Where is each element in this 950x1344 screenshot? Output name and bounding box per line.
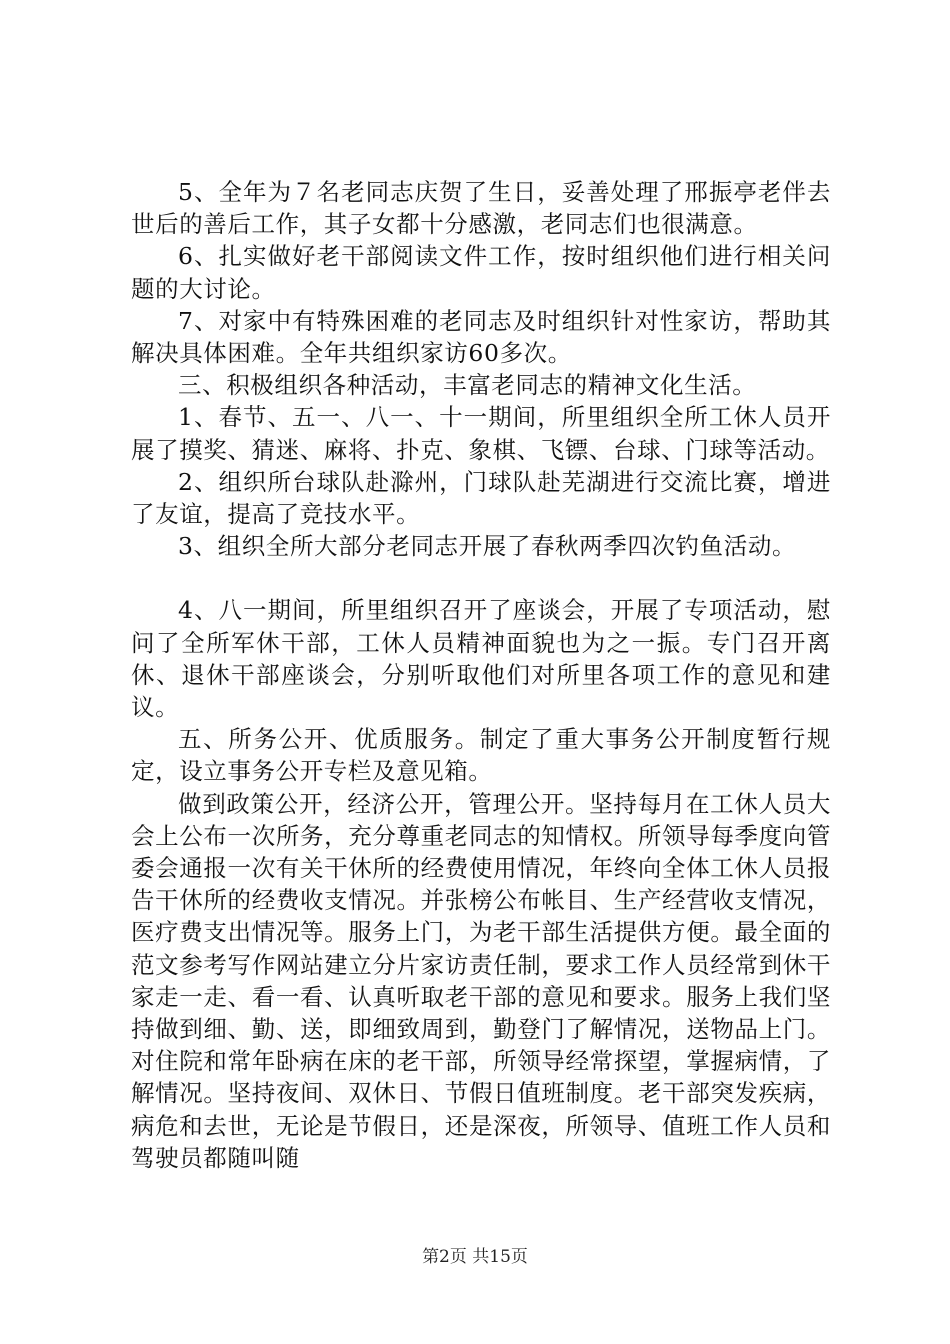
document-body <box>131 176 831 1174</box>
paragraph-activity-2: 2、组织所台球队赴滁州，门球队赴芜湖进行交流比赛，增进了友谊，提高了竞技水平。 <box>131 467 831 529</box>
paragraph-activity-3: 3、组织全所大部分老同志开展了春秋两季四次钓鱼活动。 <box>178 532 797 561</box>
section-heading-3: 三、积极组织各种活动，丰富老同志的精神文化生活。 <box>178 371 757 400</box>
section-heading-5: 五、所务公开、优质服务。制定了重大事务公开制度暂行规定，设立事务公开专栏及意见箱。 <box>131 725 831 786</box>
paragraph-activity-4: 4、八一期间，所里组织召开了座谈会，开展了专项活动，慰问了全所军休干部，工休人员精神面貌也为之一振。专门召开离休、退休干部座谈会，分别听取他们对所里各项工作的意见和建议。 <box>131 596 831 722</box>
paragraph-activity-1: 1、春节、五一、八一、十一期间，所里组织全所工休人员开展了摸奖、猜迷、麻将、扑克、象棋、飞镖、台球、门球等活动。 <box>131 403 831 464</box>
paragraph-item-5: 5、全年为７名老同志庆贺了生日，妥善处理了邢振亭老伴去世后的善后工作，其子女都十分感激，老同志们也很满意。 <box>131 178 831 239</box>
paragraph-item-6: 6、扎实做好老干部阅读文件工作，按时组织他们进行相关问题的大讨论。 <box>131 242 831 303</box>
paragraph-item-7: 7、对家中有特殊困难的老同志及时组织针对性家访，帮助其解决具体困难。全年共组织家访60多次。 <box>131 306 831 368</box>
paragraph-gap <box>131 562 831 594</box>
paragraph-service: 做到政策公开，经济公开，管理公开。坚持每月在工休人员大会上公布一次所务，充分尊重老同志的知情权。所领导每季度向管委会通报一次有关干休所的经费使用情况，年终向全体工休人员报告干休所的经费收支情况。并张榜公布帐目、生产经营收支情况，医疗费支出情况等。服务上门，为老干部生活提供方便。最全面的范文参考写作网站建立分片家访责任制，要求工作人员经常到休干家走一走、看一看、认真听取老干部的意见和要求。服务上我们坚持做到细、勤、送，即细致周到，勤登门了解情况，送物品上门。对住院和常年卧病在床的老干部，所领导经常探望，掌握病情，了解情况。坚持夜间、双休日、节假日值班制度。老干部突发疾病，病危和去世，无论是节假日，还是深夜，所领导、值班工作人员和驾驶员都随叫随 <box>131 789 831 1172</box>
page-footer: 第2页 共15页 <box>422 1247 528 1267</box>
